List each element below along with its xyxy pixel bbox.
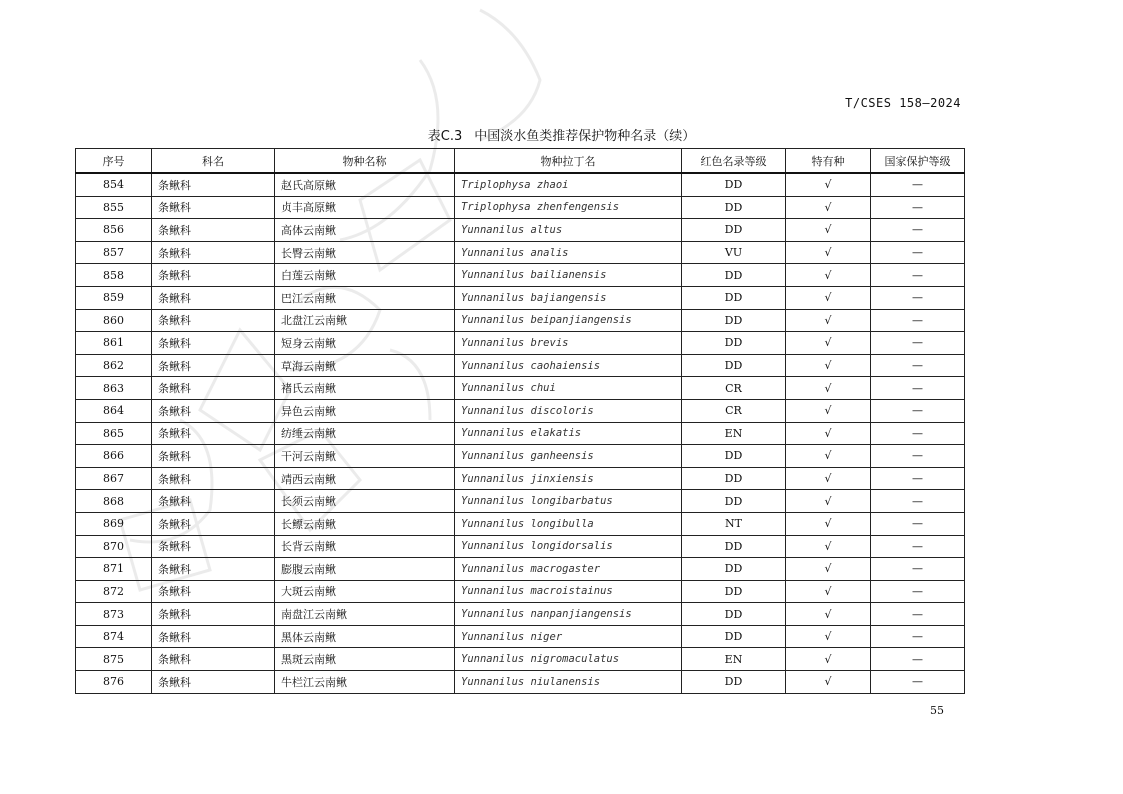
- cell-family: 条鳅科: [152, 196, 275, 219]
- cell-red-list: EN: [682, 648, 786, 671]
- table-row: [76, 512, 965, 535]
- cell-red-list: EN: [682, 422, 786, 445]
- cell-latin-name: Yunnanilus elakatis: [455, 422, 682, 445]
- cell-no: 864: [76, 399, 152, 422]
- cell-endemic: √: [786, 580, 871, 603]
- cell-family: 条鳅科: [152, 535, 275, 558]
- cell-red-list: DD: [682, 173, 786, 196]
- cell-family: 条鳅科: [152, 309, 275, 332]
- col-header-endemic: 特有种: [786, 149, 871, 174]
- col-header-no: 序号: [76, 149, 152, 174]
- table-title-text: 中国淡水鱼类推荐保护物种名录（续）: [474, 129, 696, 144]
- cell-family: 条鳅科: [152, 512, 275, 535]
- cell-no: 856: [76, 219, 152, 242]
- cell-family: 条鳅科: [152, 332, 275, 355]
- table-row: [76, 173, 965, 196]
- cell-endemic: √: [786, 625, 871, 648]
- cell-no: 859: [76, 286, 152, 309]
- table-row: [76, 196, 965, 219]
- cell-species-name: 纺缍云南鳅: [275, 422, 455, 445]
- cell-no: 855: [76, 196, 152, 219]
- cell-endemic: √: [786, 603, 871, 626]
- cell-protection: —: [871, 467, 965, 490]
- cell-species-name: 赵氏高原鳅: [275, 173, 455, 196]
- col-header-latin-name: 物种拉丁名: [455, 149, 682, 174]
- cell-latin-name: Yunnanilus longibulla: [455, 512, 682, 535]
- cell-protection: —: [871, 445, 965, 468]
- cell-endemic: √: [786, 445, 871, 468]
- cell-no: 875: [76, 648, 152, 671]
- cell-latin-name: Triplophysa zhaoi: [455, 173, 682, 196]
- cell-species-name: 黑体云南鳅: [275, 625, 455, 648]
- cell-endemic: √: [786, 354, 871, 377]
- cell-red-list: DD: [682, 558, 786, 581]
- cell-family: 条鳅科: [152, 219, 275, 242]
- cell-latin-name: Yunnanilus altus: [455, 219, 682, 242]
- cell-endemic: √: [786, 173, 871, 196]
- cell-species-name: 褚氏云南鳅: [275, 377, 455, 400]
- cell-endemic: √: [786, 558, 871, 581]
- cell-no: 868: [76, 490, 152, 513]
- cell-species-name: 南盘江云南鳅: [275, 603, 455, 626]
- cell-species-name: 靖西云南鳅: [275, 467, 455, 490]
- cell-protection: —: [871, 332, 965, 355]
- cell-latin-name: Yunnanilus chui: [455, 377, 682, 400]
- cell-species-name: 长鳔云南鳅: [275, 512, 455, 535]
- cell-no: 870: [76, 535, 152, 558]
- cell-latin-name: Triplophysa zhenfengensis: [455, 196, 682, 219]
- cell-protection: —: [871, 173, 965, 196]
- cell-protection: —: [871, 219, 965, 242]
- cell-family: 条鳅科: [152, 467, 275, 490]
- table-row: [76, 648, 965, 671]
- table-row: [76, 377, 965, 400]
- table-row: [76, 332, 965, 355]
- cell-red-list: CR: [682, 399, 786, 422]
- cell-endemic: √: [786, 264, 871, 287]
- cell-red-list: DD: [682, 580, 786, 603]
- cell-red-list: DD: [682, 625, 786, 648]
- cell-no: 874: [76, 625, 152, 648]
- cell-no: 854: [76, 173, 152, 196]
- species-table: [75, 148, 965, 694]
- table-row: [76, 558, 965, 581]
- cell-endemic: √: [786, 512, 871, 535]
- cell-family: 条鳅科: [152, 648, 275, 671]
- cell-endemic: √: [786, 377, 871, 400]
- cell-family: 条鳅科: [152, 445, 275, 468]
- cell-latin-name: Yunnanilus macrogaster: [455, 558, 682, 581]
- cell-red-list: DD: [682, 354, 786, 377]
- cell-protection: —: [871, 625, 965, 648]
- cell-red-list: DD: [682, 490, 786, 513]
- cell-red-list: DD: [682, 467, 786, 490]
- table-row: [76, 445, 965, 468]
- cell-red-list: DD: [682, 264, 786, 287]
- cell-no: 869: [76, 512, 152, 535]
- table-row: [76, 399, 965, 422]
- cell-latin-name: Yunnanilus bajiangensis: [455, 286, 682, 309]
- table-row: [76, 422, 965, 445]
- cell-latin-name: Yunnanilus nanpanjiangensis: [455, 603, 682, 626]
- cell-species-name: 高体云南鳅: [275, 219, 455, 242]
- cell-latin-name: Yunnanilus niulanensis: [455, 671, 682, 694]
- cell-latin-name: Yunnanilus nigromaculatus: [455, 648, 682, 671]
- cell-family: 条鳅科: [152, 377, 275, 400]
- cell-latin-name: Yunnanilus longidorsalis: [455, 535, 682, 558]
- cell-protection: —: [871, 399, 965, 422]
- cell-protection: —: [871, 309, 965, 332]
- cell-family: 条鳅科: [152, 399, 275, 422]
- cell-no: 873: [76, 603, 152, 626]
- cell-species-name: 草海云南鳅: [275, 354, 455, 377]
- cell-species-name: 黑斑云南鳅: [275, 648, 455, 671]
- cell-species-name: 干河云南鳅: [275, 445, 455, 468]
- cell-no: 861: [76, 332, 152, 355]
- cell-endemic: √: [786, 241, 871, 264]
- col-header-species-name: 物种名称: [275, 149, 455, 174]
- cell-protection: —: [871, 377, 965, 400]
- cell-protection: —: [871, 196, 965, 219]
- cell-red-list: VU: [682, 241, 786, 264]
- cell-protection: —: [871, 490, 965, 513]
- cell-red-list: DD: [682, 603, 786, 626]
- cell-no: 865: [76, 422, 152, 445]
- cell-protection: —: [871, 422, 965, 445]
- cell-species-name: 短身云南鳅: [275, 332, 455, 355]
- cell-protection: —: [871, 671, 965, 694]
- cell-latin-name: Yunnanilus jinxiensis: [455, 467, 682, 490]
- cell-species-name: 膨腹云南鳅: [275, 558, 455, 581]
- cell-family: 条鳅科: [152, 490, 275, 513]
- document-code: T/CSES 158—2024: [845, 96, 961, 110]
- cell-red-list: DD: [682, 332, 786, 355]
- cell-protection: —: [871, 558, 965, 581]
- cell-protection: —: [871, 580, 965, 603]
- cell-red-list: CR: [682, 377, 786, 400]
- cell-family: 条鳅科: [152, 173, 275, 196]
- cell-latin-name: Yunnanilus brevis: [455, 332, 682, 355]
- cell-no: 860: [76, 309, 152, 332]
- cell-latin-name: Yunnanilus niger: [455, 625, 682, 648]
- cell-protection: —: [871, 535, 965, 558]
- cell-species-name: 长须云南鳅: [275, 490, 455, 513]
- cell-endemic: √: [786, 332, 871, 355]
- cell-latin-name: Yunnanilus discoloris: [455, 399, 682, 422]
- cell-no: 858: [76, 264, 152, 287]
- cell-family: 条鳅科: [152, 241, 275, 264]
- cell-protection: —: [871, 241, 965, 264]
- cell-species-name: 北盘江云南鳅: [275, 309, 455, 332]
- table-row: [76, 625, 965, 648]
- table-body: [76, 173, 965, 693]
- table-header-row: [76, 149, 965, 174]
- cell-red-list: DD: [682, 219, 786, 242]
- cell-latin-name: Yunnanilus bailianensis: [455, 264, 682, 287]
- cell-family: 条鳅科: [152, 671, 275, 694]
- table-row: [76, 264, 965, 287]
- page-number: 55: [930, 704, 944, 717]
- cell-endemic: √: [786, 399, 871, 422]
- table-row: [76, 354, 965, 377]
- table-title: [0, 125, 1123, 144]
- col-header-family: 科名: [152, 149, 275, 174]
- cell-endemic: √: [786, 648, 871, 671]
- col-header-red-list: 红色名录等级: [682, 149, 786, 174]
- table-row: [76, 467, 965, 490]
- cell-species-name: 贞丰高原鳅: [275, 196, 455, 219]
- cell-species-name: 异色云南鳅: [275, 399, 455, 422]
- table-row: [76, 535, 965, 558]
- cell-no: 862: [76, 354, 152, 377]
- cell-protection: —: [871, 603, 965, 626]
- cell-endemic: √: [786, 196, 871, 219]
- cell-no: 867: [76, 467, 152, 490]
- table-row: [76, 309, 965, 332]
- cell-latin-name: Yunnanilus caohaiensis: [455, 354, 682, 377]
- table-row: [76, 580, 965, 603]
- cell-species-name: 白莲云南鳅: [275, 264, 455, 287]
- cell-no: 871: [76, 558, 152, 581]
- col-header-protection: 国家保护等级: [871, 149, 965, 174]
- cell-family: 条鳅科: [152, 625, 275, 648]
- cell-species-name: 长臀云南鳅: [275, 241, 455, 264]
- cell-endemic: √: [786, 671, 871, 694]
- cell-red-list: DD: [682, 671, 786, 694]
- cell-family: 条鳅科: [152, 286, 275, 309]
- cell-latin-name: Yunnanilus macroistainus: [455, 580, 682, 603]
- cell-protection: —: [871, 648, 965, 671]
- cell-red-list: DD: [682, 535, 786, 558]
- cell-red-list: DD: [682, 196, 786, 219]
- table-row: [76, 603, 965, 626]
- table-row: [76, 286, 965, 309]
- table-row: [76, 490, 965, 513]
- cell-family: 条鳅科: [152, 558, 275, 581]
- cell-latin-name: Yunnanilus beipanjiangensis: [455, 309, 682, 332]
- cell-species-name: 大斑云南鳅: [275, 580, 455, 603]
- cell-red-list: DD: [682, 445, 786, 468]
- cell-red-list: NT: [682, 512, 786, 535]
- cell-family: 条鳅科: [152, 580, 275, 603]
- cell-species-name: 牛栏江云南鳅: [275, 671, 455, 694]
- cell-endemic: √: [786, 490, 871, 513]
- table-row: [76, 241, 965, 264]
- cell-species-name: 巴江云南鳅: [275, 286, 455, 309]
- cell-family: 条鳅科: [152, 422, 275, 445]
- cell-no: 863: [76, 377, 152, 400]
- cell-endemic: √: [786, 467, 871, 490]
- cell-no: 866: [76, 445, 152, 468]
- cell-family: 条鳅科: [152, 603, 275, 626]
- cell-protection: —: [871, 354, 965, 377]
- cell-red-list: DD: [682, 286, 786, 309]
- table-number: 表C.3: [427, 129, 463, 144]
- table-row: [76, 671, 965, 694]
- cell-no: 876: [76, 671, 152, 694]
- table-row: [76, 219, 965, 242]
- cell-latin-name: Yunnanilus ganheensis: [455, 445, 682, 468]
- cell-protection: —: [871, 512, 965, 535]
- cell-endemic: √: [786, 422, 871, 445]
- cell-endemic: √: [786, 535, 871, 558]
- cell-family: 条鳅科: [152, 354, 275, 377]
- cell-protection: —: [871, 264, 965, 287]
- cell-endemic: √: [786, 219, 871, 242]
- cell-latin-name: Yunnanilus analis: [455, 241, 682, 264]
- cell-endemic: √: [786, 286, 871, 309]
- cell-species-name: 长背云南鳅: [275, 535, 455, 558]
- cell-latin-name: Yunnanilus longibarbatus: [455, 490, 682, 513]
- cell-no: 872: [76, 580, 152, 603]
- cell-no: 857: [76, 241, 152, 264]
- cell-protection: —: [871, 286, 965, 309]
- cell-endemic: √: [786, 309, 871, 332]
- cell-red-list: DD: [682, 309, 786, 332]
- cell-family: 条鳅科: [152, 264, 275, 287]
